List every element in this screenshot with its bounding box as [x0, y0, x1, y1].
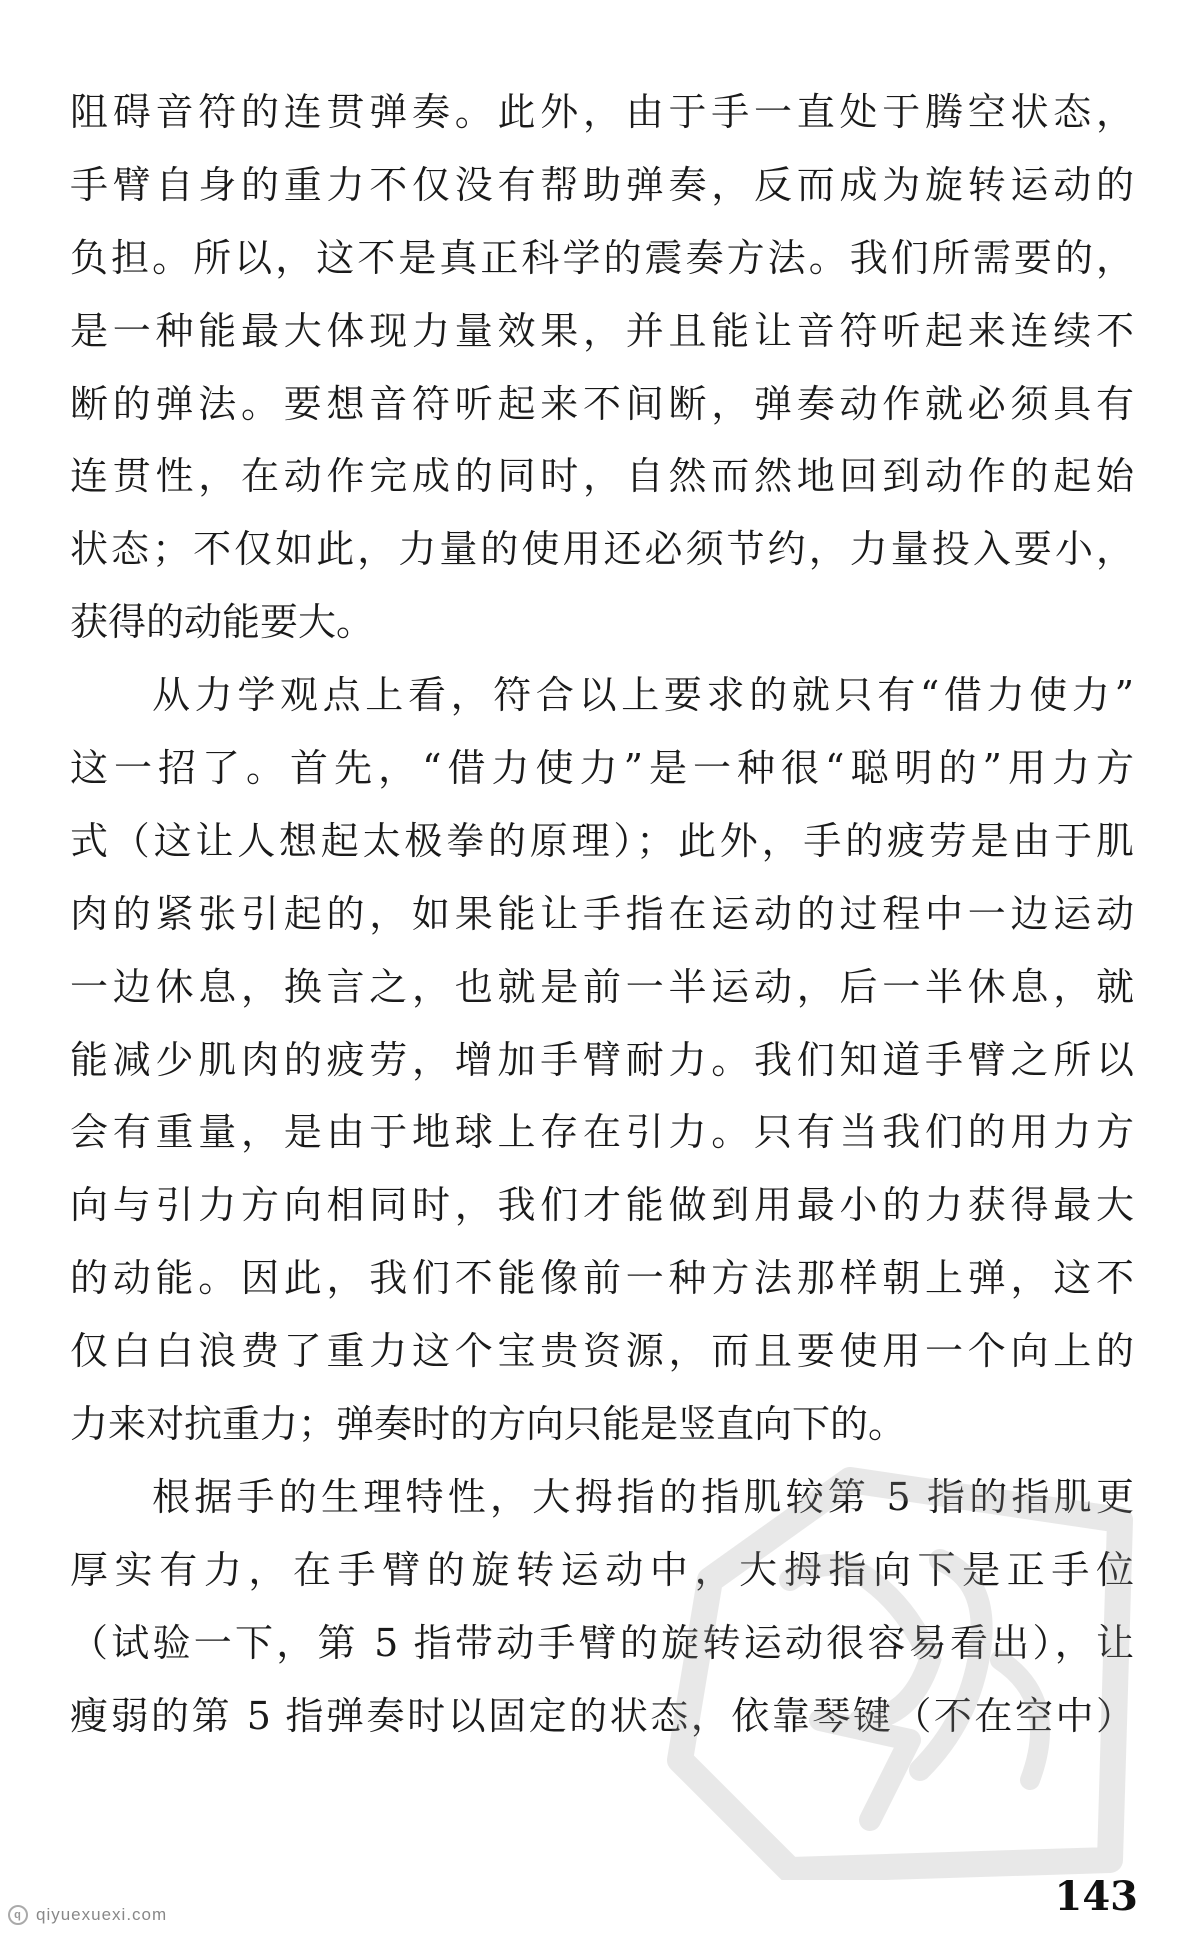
text-line: 肉的紧张引起的，如果能让手指在运动的过程中一边运动	[70, 891, 1134, 936]
text-line: 向与引力方向相同时，我们才能做到用最小的力获得最大	[70, 1183, 1134, 1228]
text-line: 的动能。因此，我们不能像前一种方法那样朝上弹，这不	[70, 1256, 1134, 1301]
paragraph-1	[70, 92, 1134, 675]
text-line: 力来对抗重力；弹奏时的方向只能是竖直向下的。	[70, 1402, 907, 1447]
text-line: 是一种能最大体现力量效果，并且能让音符听起来连续不	[70, 308, 1134, 353]
text-line: 断的弹法。要想音符听起来不间断，弹奏动作就必须具有	[70, 381, 1134, 426]
text-line: 阻碍音符的连贯弹奏。此外，由于手一直处于腾空状态，	[70, 90, 1134, 134]
text-line: 从力学观点上看，符合以上要求的就只有“借力使力”	[152, 673, 1134, 718]
text-line: （试验一下，第 5 指带动手臂的旋转运动很容易看出），让	[70, 1620, 1134, 1665]
paragraph-2	[70, 675, 1134, 1477]
text-line: 手臂自身的重力不仅没有帮助弹奏，反而成为旋转运动的	[70, 162, 1134, 207]
page-number: 143	[1054, 1873, 1138, 1920]
text-line: 会有重量，是由于地球上存在引力。只有当我们的用力方	[70, 1110, 1134, 1155]
body-text	[70, 92, 1134, 1768]
text-line: 能减少肌肉的疲劳，增加手臂耐力。我们知道手臂之所以	[70, 1037, 1134, 1082]
site-watermark-text: qiyuexuexi.com	[36, 1905, 168, 1924]
text-line: 式（这让人想起太极拳的原理）；此外，手的疲劳是由于肌	[70, 818, 1134, 863]
site-logo-icon: q	[8, 1905, 28, 1925]
text-line: 厚实有力，在手臂的旋转运动中，大拇指向下是正手位	[70, 1547, 1134, 1592]
text-line: 一边休息，换言之，也就是前一半运动，后一半休息，就	[70, 964, 1134, 1009]
text-line: 状态；不仅如此，力量的使用还必须节约，力量投入要小，	[70, 527, 1134, 572]
text-line: 这一招了。首先，“借力使力”是一种很“聪明的”用力方	[70, 746, 1134, 791]
text-line: 负担。所以，这不是真正科学的震奏方法。我们所需要的，	[70, 235, 1134, 280]
text-line: 连贯性，在动作完成的同时，自然而然地回到动作的起始	[70, 454, 1134, 499]
text-line: 仅白白浪费了重力这个宝贵资源，而且要使用一个向上的	[70, 1329, 1134, 1374]
text-line: 瘦弱的第 5 指弹奏时以固定的状态，依靠琴键（不在空中）	[70, 1693, 1134, 1738]
text-line: 获得的动能要大。	[70, 600, 375, 645]
text-line: 根据手的生理特性，大拇指的指肌较第 5 指的指肌更	[152, 1474, 1134, 1519]
paragraph-3	[70, 1474, 1134, 1769]
site-watermark	[8, 1905, 167, 1925]
